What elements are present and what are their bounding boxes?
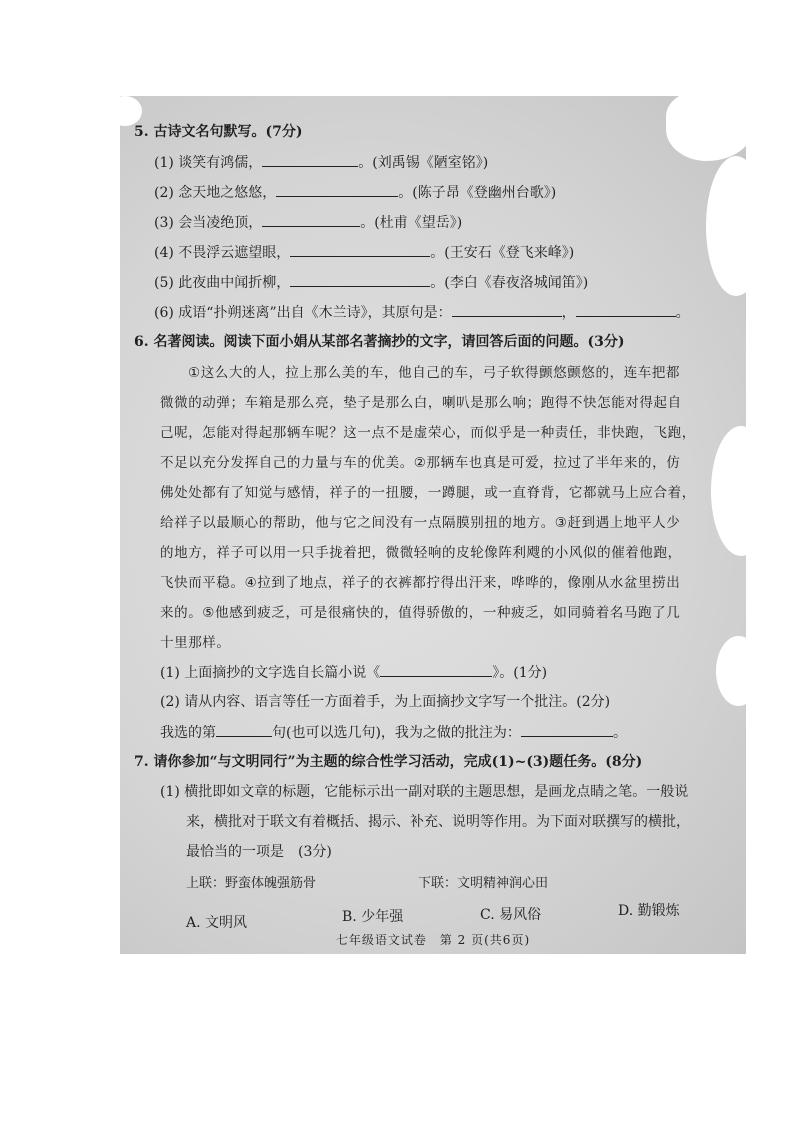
q5-item-6-prefix: (6) 成语“扑朔迷离”出自《木兰诗》，其原句是： [154, 305, 452, 321]
q5-item-3-suffix: 。(杜甫《望岳》) [360, 215, 463, 231]
q7-sub1-line: (1) 横批即如文章的标题，它能标示出一副对联的主题思想，是画龙点睛之笔。一般说 [160, 784, 689, 800]
q5-item-5-prefix: (5) 此夜曲中闻折柳， [154, 275, 291, 291]
passage-line: 不足以充分发挥自己的力量与车的优美。②那辆车也真是可爱，拉过了半年来的，仿 [160, 455, 681, 471]
torn-edge [666, 96, 746, 161]
q6-sub2-answer-b: 句(也可以选几句)，我为之做的批注为： [272, 725, 521, 741]
q5-item-6 [154, 302, 690, 323]
passage-line: ①这么大的人，拉上那么美的车，他自己的车，弓子软得颤悠颤悠的，连车把都 [188, 365, 681, 381]
q6-sub1-suffix: 》。(1分) [492, 665, 548, 681]
q5-item-5 [154, 272, 588, 293]
q5-item-1 [154, 152, 488, 173]
q5-item-2-prefix: (2) 念天地之悠悠， [154, 185, 277, 201]
q5-item-6-comma: ， [561, 305, 576, 321]
option-c[interactable]: C. 易风俗 [480, 907, 542, 923]
answer-blank[interactable] [290, 242, 430, 257]
passage-line: 佛处处都有了知觉与感情，祥子的一扭腰，一蹲腿，或一直脊背，它都就马上应合着， [160, 485, 696, 501]
q5-item-6-end: 。 [675, 305, 690, 321]
q5-item-5-suffix: 。(李白《春夜洛城闻笛》) [430, 275, 589, 291]
passage-line: 微微的动弹；车箱是那么亮，垫子是那么白，喇叭是那么响；跑得不快怎能对得起自 [160, 395, 682, 411]
answer-blank[interactable] [276, 182, 398, 197]
q5-item-3-prefix: (3) 会当凌绝顶， [154, 215, 263, 231]
option-a[interactable]: A. 文明风 [186, 915, 248, 931]
page-footer: 七年级语文试卷 第 2 页(共6页) [335, 933, 531, 947]
q6-sub1 [160, 662, 547, 683]
passage-line: 给祥子以最顺心的帮助，他与它之间没有一点隔膜别扭的地方。③赶到遇上地平人少 [160, 515, 681, 531]
couplet-upper: 上联：野蛮体魄强筋骨 [186, 876, 317, 891]
scanned-exam-page [120, 96, 746, 954]
answer-blank[interactable] [290, 272, 430, 287]
passage-line: 来的。⑤他感到疲乏，可是很痛快的，值得骄傲的，一种疲乏，如同骑着名马跑了几 [160, 605, 681, 621]
q6-sub2: (2) 请从内容、语言等任一方面着手，为上面摘抄文字写一个批注。(2分) [160, 694, 611, 710]
q5-item-4 [154, 242, 574, 263]
q7-sub1-line: 来，横批对于联文有着概括、揭示、补充、说明等作用。为下面对联撰写的横批， [186, 814, 690, 830]
q6-sub2-answer-end: 。 [612, 725, 627, 741]
passage-line: 飞快而平稳。④拉到了地点，祥子的衣裤都拧得出汗来，哗哗的，像刚从水盆里捞出 [160, 575, 681, 591]
answer-blank[interactable] [576, 302, 676, 317]
q6-header: 6. 名著阅读。阅读下面小娟从某部名著摘抄的文字，请回答后面的问题。(3分) [134, 334, 625, 350]
answer-blank[interactable] [262, 152, 358, 167]
option-d[interactable]: D. 勤锻炼 [618, 903, 680, 919]
q5-item-4-suffix: 。(王安石《登飞来峰》) [430, 245, 575, 261]
answer-blank[interactable] [452, 302, 562, 317]
q5-item-3 [154, 212, 462, 233]
passage-line: 的地方，祥子可以用一只手拢着把，微微轻响的皮轮像阵利飕的小风似的催着他跑， [160, 545, 682, 561]
q5-header: 5. 古诗文名句默写。(7分) [134, 124, 303, 140]
q5-item-1-prefix: (1) 谈笑有鸿儒， [154, 155, 263, 171]
passage-line: 己呢，怎能对得起那辆车呢？这一点不是虚荣心，而似乎是一种责任，非快跑，飞跑， [160, 425, 696, 441]
q5-item-2-suffix: 。(陈子昂《登幽州台歌》) [398, 185, 557, 201]
q6-sub1-prefix: (1) 上面摘抄的文字选自长篇小说《 [160, 665, 381, 681]
q6-sub2-answer [160, 722, 627, 743]
q6-sub2-answer-a: 我选的第 [160, 725, 216, 741]
couplet-lower: 下联：文明精神润心田 [418, 876, 549, 891]
q5-item-1-suffix: 。(刘禹锡《陋室铭》) [358, 155, 489, 171]
option-b[interactable]: B. 少年强 [342, 909, 404, 925]
passage-line: 十里那样。 [160, 635, 231, 651]
answer-blank[interactable] [380, 662, 492, 677]
q5-item-4-prefix: (4) 不畏浮云遮望眼， [154, 245, 291, 261]
answer-blank[interactable] [262, 212, 360, 227]
q5-item-2 [154, 182, 556, 203]
q7-sub1-line: 最恰当的一项是 (3分) [186, 844, 332, 860]
answer-blank[interactable] [521, 722, 613, 737]
q7-header: 7. 请你参加“与文明同行”为主题的综合性学习活动，完成(1)~(3)题任务。(8分) [134, 754, 643, 770]
answer-blank[interactable] [216, 722, 272, 737]
